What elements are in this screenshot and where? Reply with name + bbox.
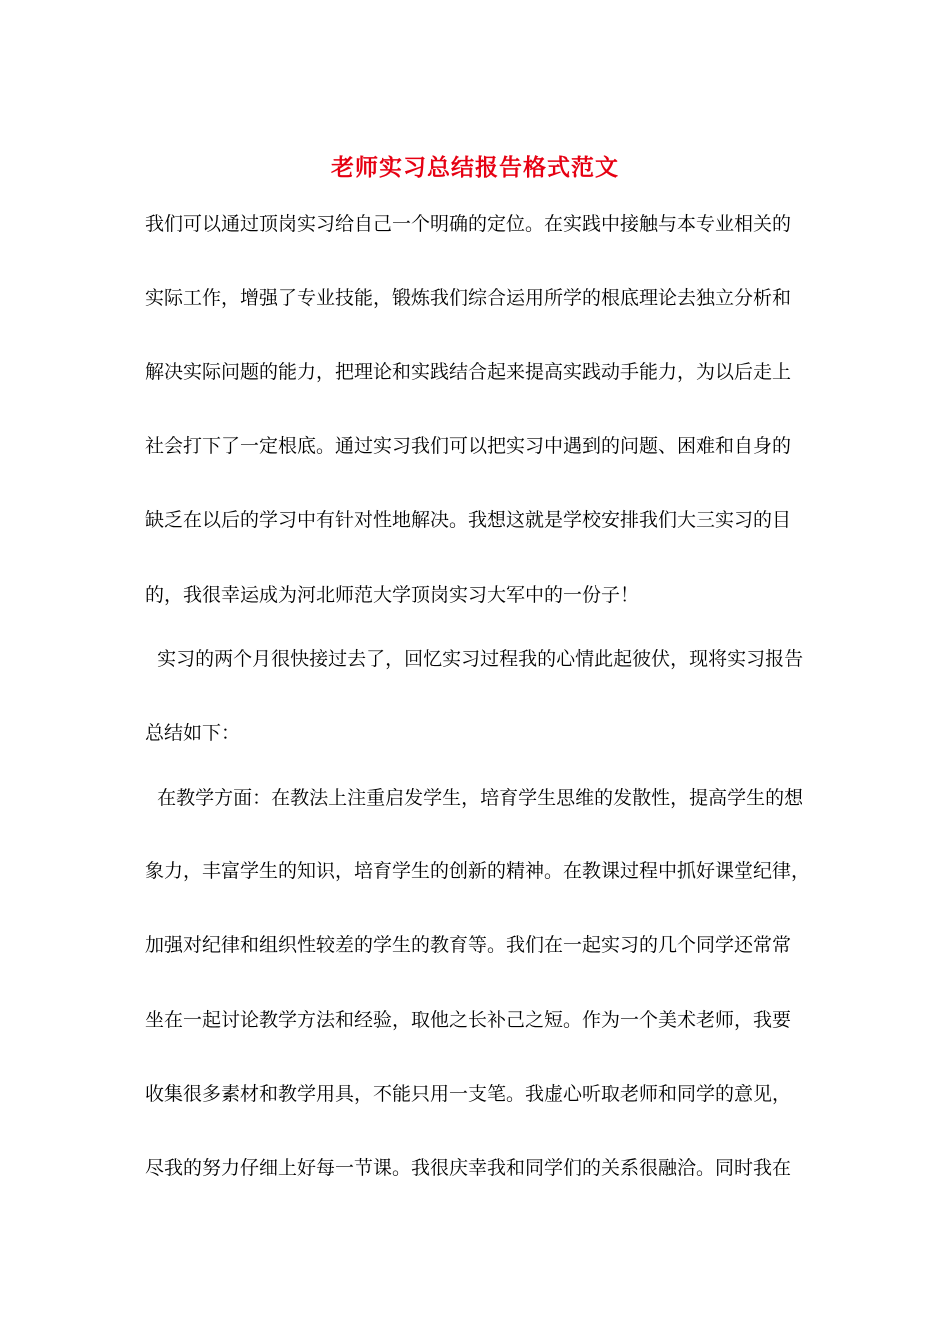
body-line-14: 尽我的努力仔细上好每一节课。我很庆幸我和同学们的关系很融洽。同时我在 <box>145 1157 792 1179</box>
body-line-6: 的，我很幸运成为河北师范大学顶岗实习大军中的一份子！ <box>145 584 640 606</box>
body-line-5: 缺乏在以后的学习中有针对性地解决。我想这就是学校安排我们大三实习的目 <box>145 509 792 531</box>
body-line-9: 在教学方面：在教法上注重启发学生，培育学生思维的发散性，提高学生的想 <box>145 787 804 809</box>
body-line-10: 象力，丰富学生的知识，培育学生的创新的精神。在教课过程中抓好课堂纪律， <box>145 860 811 882</box>
body-line-4: 社会打下了一定根底。通过实习我们可以把实习中遇到的问题、困难和自身的 <box>145 435 792 457</box>
body-line-3: 解决实际问题的能力，把理论和实践结合起来提高实践动手能力，为以后走上 <box>145 361 792 383</box>
body-line-1: 我们可以通过顶岗实习给自己一个明确的定位。在实践中接触与本专业相关的 <box>145 213 792 235</box>
body-line-2: 实际工作，增强了专业技能，锻炼我们综合运用所学的根底理论去独立分析和 <box>145 287 792 309</box>
body-line-11: 加强对纪律和组织性较差的学生的教育等。我们在一起实习的几个同学还常常 <box>145 934 792 956</box>
document-title: 老师实习总结报告格式范文 <box>331 154 619 181</box>
body-line-12: 坐在一起讨论教学方法和经验，取他之长补己之短。作为一个美术老师，我要 <box>145 1009 792 1031</box>
body-line-7: 实习的两个月很快接过去了，回忆实习过程我的心情此起彼伏，现将实习报告 <box>145 648 804 670</box>
body-line-13: 收集很多素材和教学用具，不能只用一支笔。我虚心听取老师和同学的意见， <box>145 1083 792 1105</box>
body-line-8: 总结如下： <box>145 722 241 744</box>
